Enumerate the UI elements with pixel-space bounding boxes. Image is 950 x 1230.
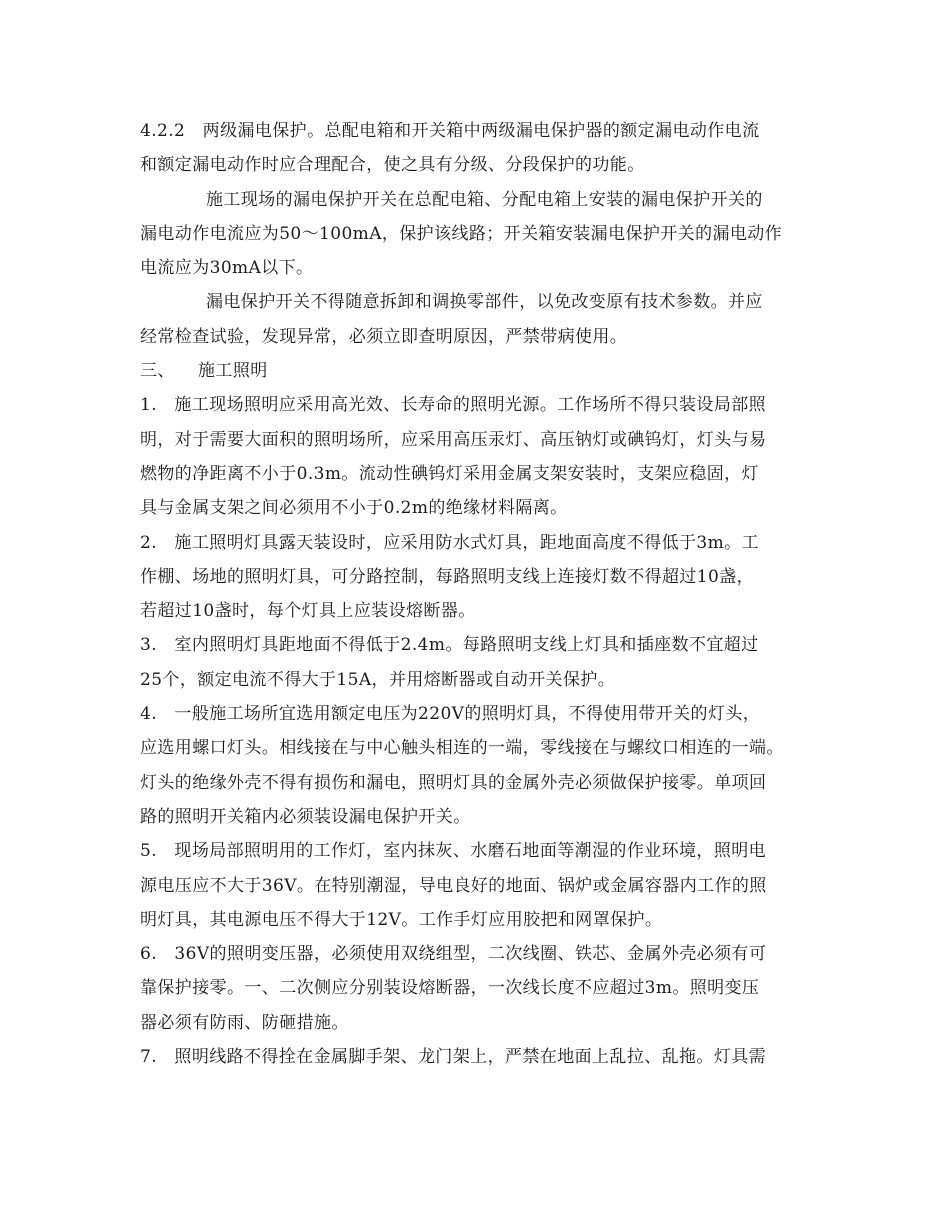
text-line: 6. 36V的照明变压器，必须使用双绕组型，二次线圈、铁芯、金属外壳必须有可 — [140, 944, 767, 965]
text-line: 4. 一般施工场所宜选用额定电压为220V的照明灯具，不得使用带开关的灯头， — [140, 704, 761, 725]
text-line: 经常检查试验，发现异常，必须立即查明原因，严禁带病使用。 — [140, 326, 628, 347]
text-line: 25个，额定电流不得大于15A，并用熔断器或自动开关保护。 — [140, 669, 616, 690]
text-line: 源电压应不大于36V。在特别潮湿，导电良好的地面、锅炉或金属容器内工作的照 — [140, 875, 767, 896]
text-line: 灯头的绝缘外壳不得有损伤和漏电，照明灯具的金属外壳必须做保护接零。单项回 — [140, 772, 767, 793]
text-line: 燃物的净距离不小于0.3m。流动性碘钨灯采用金属支架安装时，支架应稳固，灯 — [140, 463, 759, 484]
text-line: 5. 现场局部照明用的工作灯，室内抹灰、水磨石地面等潮湿的作业环境，照明电 — [140, 841, 767, 862]
text-line: 电流应为30mA以下。 — [140, 258, 314, 279]
text-line: 漏电保护开关不得随意拆卸和调换零部件，以免改变原有技术参数。并应 — [206, 292, 763, 313]
text-line: 和额定漏电动作时应合理配合，使之具有分级、分段保护的功能。 — [140, 155, 645, 176]
text-line: 漏电动作电流应为50～100mA，保护该线路；开关箱安装漏电保护开关的漏电动作 — [140, 223, 783, 244]
text-line: 明灯具，其电源电压不得大于12V。工作手灯应用胶把和网罩保护。 — [140, 909, 663, 930]
text-line: 2. 施工照明灯具露天装设时，应采用防水式灯具，距地面高度不得低于3m。工 — [140, 532, 759, 553]
text-line: 1. 施工现场照明应采用高光效、长寿命的照明光源。工作场所不得只装设局部照 — [140, 395, 767, 416]
text-line: 应选用螺口灯头。相线接在与中心触头相连的一端，零线接在与螺纹口相连的一端。 — [140, 738, 784, 759]
document-body — [140, 114, 830, 1074]
text-line: 器必须有防雨、防砸措施。 — [140, 1012, 349, 1033]
text-line: 明，对于需要大面积的照明场所，应采用高压汞灯、高压钠灯或碘钨灯，灯头与易 — [140, 429, 767, 450]
text-line: 若超过10盏时，每个灯具上应装设熔断器。 — [140, 601, 476, 622]
text-line: 具与金属支架之间必须用不小于0.2m的绝缘材料隔离。 — [140, 498, 568, 519]
text-line: 7. 照明线路不得拴在金属脚手架、龙门架上，严禁在地面上乱拉、乱拖。灯具需 — [140, 1047, 767, 1068]
text-line: 4.2.2 两级漏电保护。总配电箱和开关箱中两级漏电保护器的额定漏电动作电流 — [140, 121, 760, 141]
text-line: 路的照明开关箱内必须装设漏电保护开关。 — [140, 806, 471, 827]
section-heading: 三、 施工照明 — [140, 361, 268, 382]
text-line: 作棚、场地的照明灯具，可分路控制，每路照明支线上连接灯数不得超过10盏， — [140, 566, 755, 587]
text-line: 施工现场的漏电保护开关在总配电箱、分配电箱上安装的漏电保护开关的 — [206, 189, 763, 210]
text-line: 靠保护接零。一、二次侧应分别装设熔断器，一次线长度不应超过3m。照明变压 — [140, 978, 760, 999]
text-line: 3. 室内照明灯具距地面不得低于2.4m。每路照明支线上灯具和插座数不宜超过 — [140, 635, 759, 656]
